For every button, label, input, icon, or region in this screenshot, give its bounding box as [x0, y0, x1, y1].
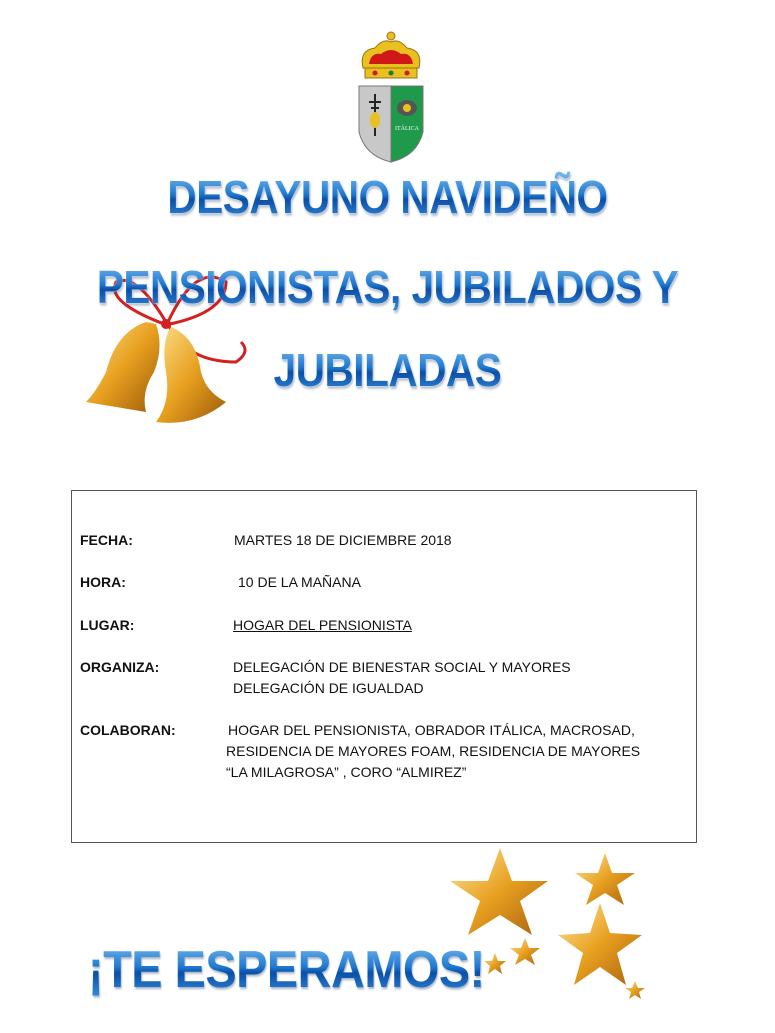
detail-value: HOGAR DEL PENSIONISTA, OBRADOR ITÁLICA, MACROSAD, — [228, 722, 635, 738]
detail-label: FECHA: — [80, 532, 133, 548]
title-line-1: DESAYUNO NAVIDEÑO — [47, 170, 729, 224]
detail-label: COLABORAN: — [80, 722, 176, 738]
detail-label: LUGAR: — [80, 617, 135, 633]
detail-value: 10 DE LA MAÑANA — [238, 574, 361, 590]
event-details-box — [71, 490, 697, 843]
detail-value: DELEGACIÓN DE IGUALDAD — [233, 680, 424, 696]
detail-value: DELEGACIÓN DE BIENESTAR SOCIAL Y MAYORES — [233, 659, 571, 675]
title-line-3: JUBILADAS — [47, 343, 729, 397]
detail-label: ORGANIZA: — [80, 659, 160, 675]
detail-value: RESIDENCIA DE MAYORES FOAM, RESIDENCIA DE MAYORES — [226, 743, 641, 759]
detail-value: “LA MILAGROSA” , CORO “ALMIREZ” — [226, 764, 467, 780]
footer-headline: ¡TE ESPERAMOS! — [88, 941, 485, 999]
detail-label: HORA: — [80, 574, 126, 590]
municipal-coat-of-arms — [355, 28, 427, 166]
detail-value: MARTES 18 DE DICIEMBRE 2018 — [234, 532, 452, 548]
detail-value: HOGAR DEL PENSIONISTA — [233, 617, 412, 633]
svg-text:ITÁLICA: ITÁLICA — [395, 126, 419, 132]
title-line-2: PENSIONISTAS, JUBILADOS Y — [47, 260, 729, 314]
